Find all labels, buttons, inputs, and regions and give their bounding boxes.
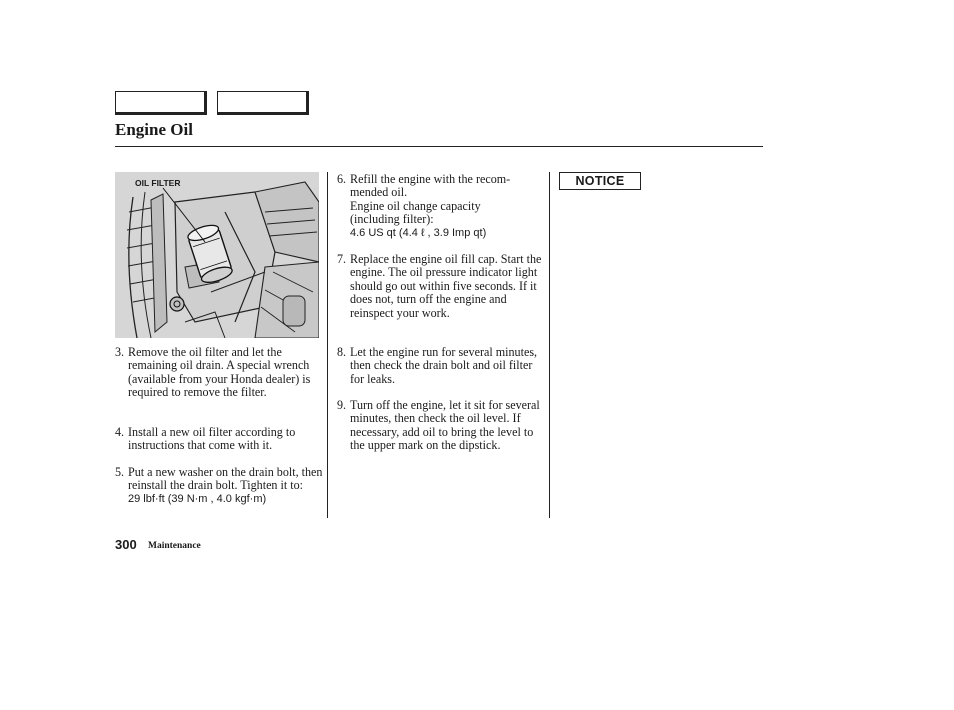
step-text: Install a new oil filter according to instructions that come with it. xyxy=(128,425,296,453)
title-rule xyxy=(115,146,763,147)
step-number: 8. xyxy=(337,345,347,359)
header-tab-2 xyxy=(217,91,309,115)
torque-spec: 29 lbf·ft (39 N·m , 4.0 kgf·m) xyxy=(128,492,267,505)
oil-filter-illustration xyxy=(115,172,319,338)
step-text: Replace the engine oil fill cap. Start the engine. The oil pressure indicator light should go out within five seconds. If it does not, turn off the engine and reinspect your work. xyxy=(350,252,542,320)
capacity-value: 4.6 US qt (4.4 ℓ , 3.9 Imp qt) xyxy=(350,226,487,239)
section-name: Maintenance xyxy=(148,541,201,551)
page-number: 300 xyxy=(115,537,137,552)
step-number: 9. xyxy=(337,398,347,412)
step-4 xyxy=(115,426,325,453)
step-text: Let the engine run for several minutes, then check the drain bolt and oil filter for leaks. xyxy=(350,345,538,386)
header-tab-1 xyxy=(115,91,207,115)
step-number: 5. xyxy=(115,465,125,479)
figure-label: OIL FILTER xyxy=(135,178,181,188)
engine-underside-drawing xyxy=(115,172,319,338)
step-text: Remove the oil filter and let the remaining oil drain. A special wrench (available from your Honda dealer) is required to remove the filter. xyxy=(128,345,311,400)
column-divider-2 xyxy=(549,172,550,518)
step-6 xyxy=(337,173,545,240)
step-8 xyxy=(337,346,545,386)
step-text-line-2: mended oil. xyxy=(350,185,408,200)
notice-label: NOTICE xyxy=(559,172,641,190)
step-number: 3. xyxy=(115,345,125,359)
step-3 xyxy=(115,346,325,400)
step-number: 7. xyxy=(337,252,347,266)
step-number: 6. xyxy=(337,172,347,186)
step-text: Put a new washer on the drain bolt, then reinstall the drain bolt. Tighten it to: xyxy=(128,465,323,493)
step-7 xyxy=(337,253,545,320)
step-number: 4. xyxy=(115,425,125,439)
capacity-label: Engine oil change capacity (including filter): xyxy=(350,198,481,227)
step-9 xyxy=(337,399,545,453)
step-5 xyxy=(115,466,325,506)
page-title: Engine Oil xyxy=(115,120,193,139)
step-text: Turn off the engine, let it sit for several minutes, then check the oil level. If necessary, add oil to bring the level to the upper mark on the dipstick. xyxy=(350,398,540,453)
step-text-line-1: Refill the engine with the recom- xyxy=(350,172,511,186)
column-divider-1 xyxy=(327,172,328,518)
